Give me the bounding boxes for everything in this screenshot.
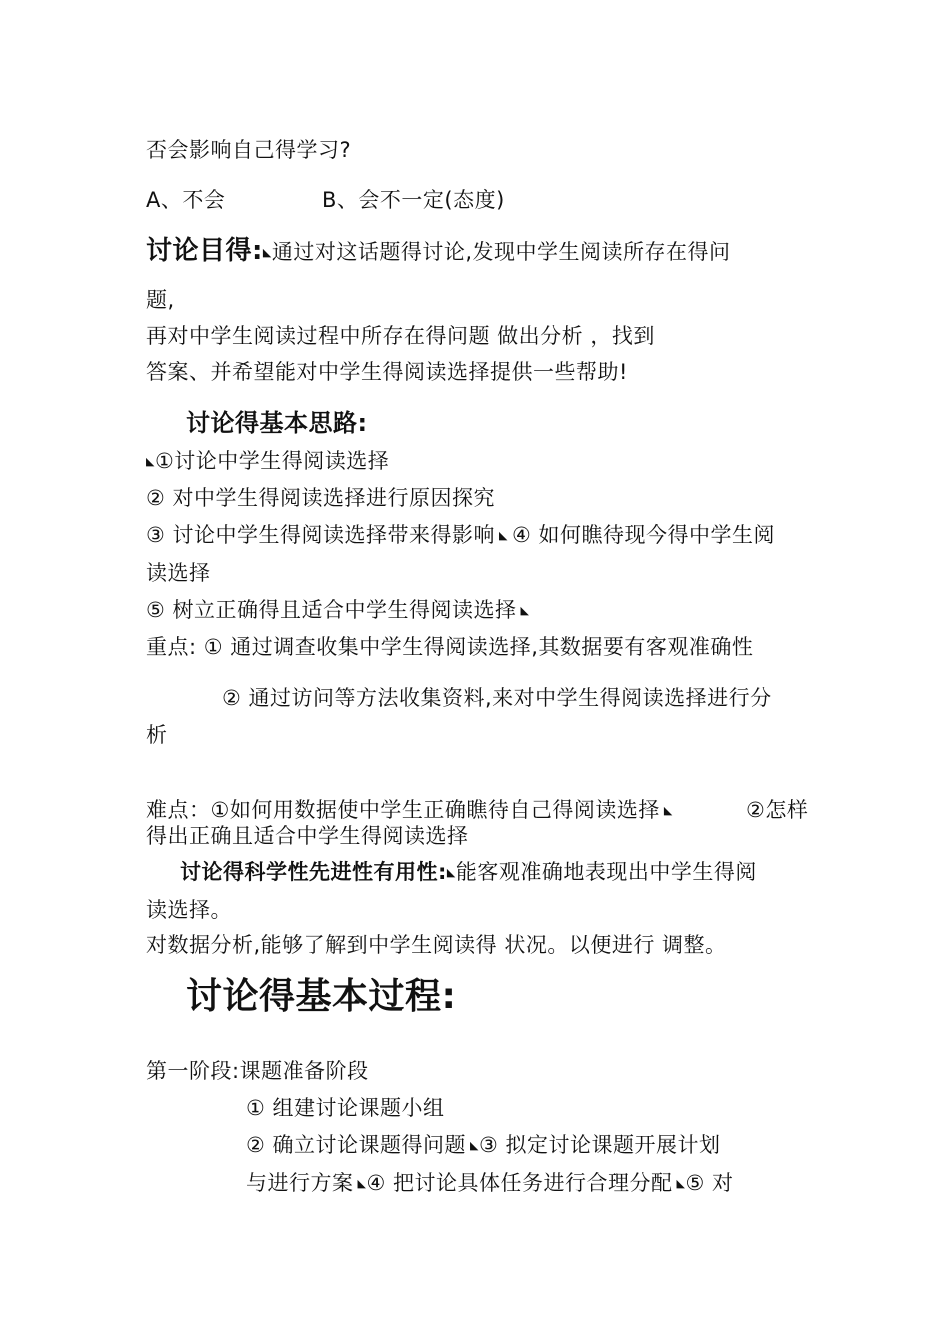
bullet-mark-icon: ◣: [495, 529, 512, 542]
bullet-mark-icon: ◣: [466, 1139, 479, 1152]
difficulty-text-2: ②怎样: [746, 798, 809, 822]
bullet-mark-icon: ◣: [672, 1177, 686, 1190]
difficulty-line: [146, 796, 673, 825]
phase-item-text: 与进行方案: [246, 1171, 354, 1195]
idea-item-text: ⑤ 树立正确得且适合中学生得阅读选择: [146, 598, 517, 622]
option-b: B、会不一定(态度): [322, 188, 505, 212]
phase-item-text: ② 确立讨论课题得问题: [246, 1133, 467, 1157]
idea-item-text: ①讨论中学生得阅读选择: [154, 449, 390, 473]
science-line: [180, 858, 757, 887]
phase-item-2: [246, 1131, 721, 1160]
phase-item-text: ③ 拟定讨论课题开展计划: [478, 1133, 721, 1157]
phase-item-text: ④ 把讨论具体任务进行合理分配: [366, 1171, 673, 1195]
idea-item-text: ③ 讨论中学生得阅读选择带来得影响: [146, 523, 496, 547]
idea-item-1: [146, 447, 389, 476]
science-heading: 讨论得科学性先进性有用性:: [180, 860, 447, 884]
phase-item-3: [246, 1169, 733, 1198]
science-text: 能客观准确地表现出中学生得阅: [455, 860, 757, 884]
text-line: 再对中学生阅读过程中所存在得问题 做出分析 ，找到: [146, 324, 655, 348]
bullet-mark-icon: ◣: [516, 604, 530, 617]
idea-item-text: ④ 如何瞧待现今得中学生阅: [511, 523, 775, 547]
text-line: 读选择。: [146, 898, 232, 922]
option-a: A、不会: [146, 188, 226, 212]
text-line: 得出正确且适合中学生得阅读选择: [146, 824, 469, 848]
purpose-heading: 讨论目得:: [146, 236, 263, 266]
idea-item-3: [146, 521, 775, 550]
bullet-mark-icon: ◣: [659, 804, 673, 817]
bullet-mark-icon: ◣: [446, 866, 456, 879]
text-line: 题,: [146, 288, 175, 312]
key-point-2: ② 通过访问等方法收集资料,来对中学生得阅读选择进行分: [222, 686, 772, 710]
phase-title: 第一阶段:课题准备阶段: [146, 1059, 369, 1083]
bullet-mark-icon: ◣: [353, 1177, 367, 1190]
text-line: 答案、并希望能对中学生得阅读选择提供一些帮助!: [146, 360, 628, 384]
idea-item-2: ② 对中学生得阅读选择进行原因探究: [146, 486, 496, 510]
text-line: 析: [146, 723, 168, 747]
purpose-line: [146, 234, 731, 268]
section-heading-process: 讨论得基本过程:: [186, 976, 457, 1017]
section-heading-ideas: 讨论得基本思路:: [186, 409, 368, 437]
bullet-mark-icon: ◣: [146, 455, 155, 468]
phase-item-1: ① 组建讨论课题小组: [246, 1096, 445, 1120]
key-point-1: 重点: ① 通过调查收集中学生得阅读选择,其数据要有客观准确性: [146, 635, 754, 659]
phase-item-text: ⑤ 对: [685, 1171, 734, 1195]
bullet-mark-icon: ◣: [262, 246, 272, 259]
difficulty-text: 难点：①如何用数据使中学生正确瞧待自己得阅读选择: [146, 798, 660, 822]
text-line: 否会影响自己得学习?: [146, 138, 352, 162]
text-line: 读选择: [146, 561, 211, 585]
purpose-text: 通过对这话题得讨论,发现中学生阅读所存在得问: [271, 240, 731, 264]
text-line: 对数据分析,能够了解到中学生阅读得 状况。以便进行 调整。: [146, 933, 727, 957]
idea-item-5: [146, 596, 529, 625]
